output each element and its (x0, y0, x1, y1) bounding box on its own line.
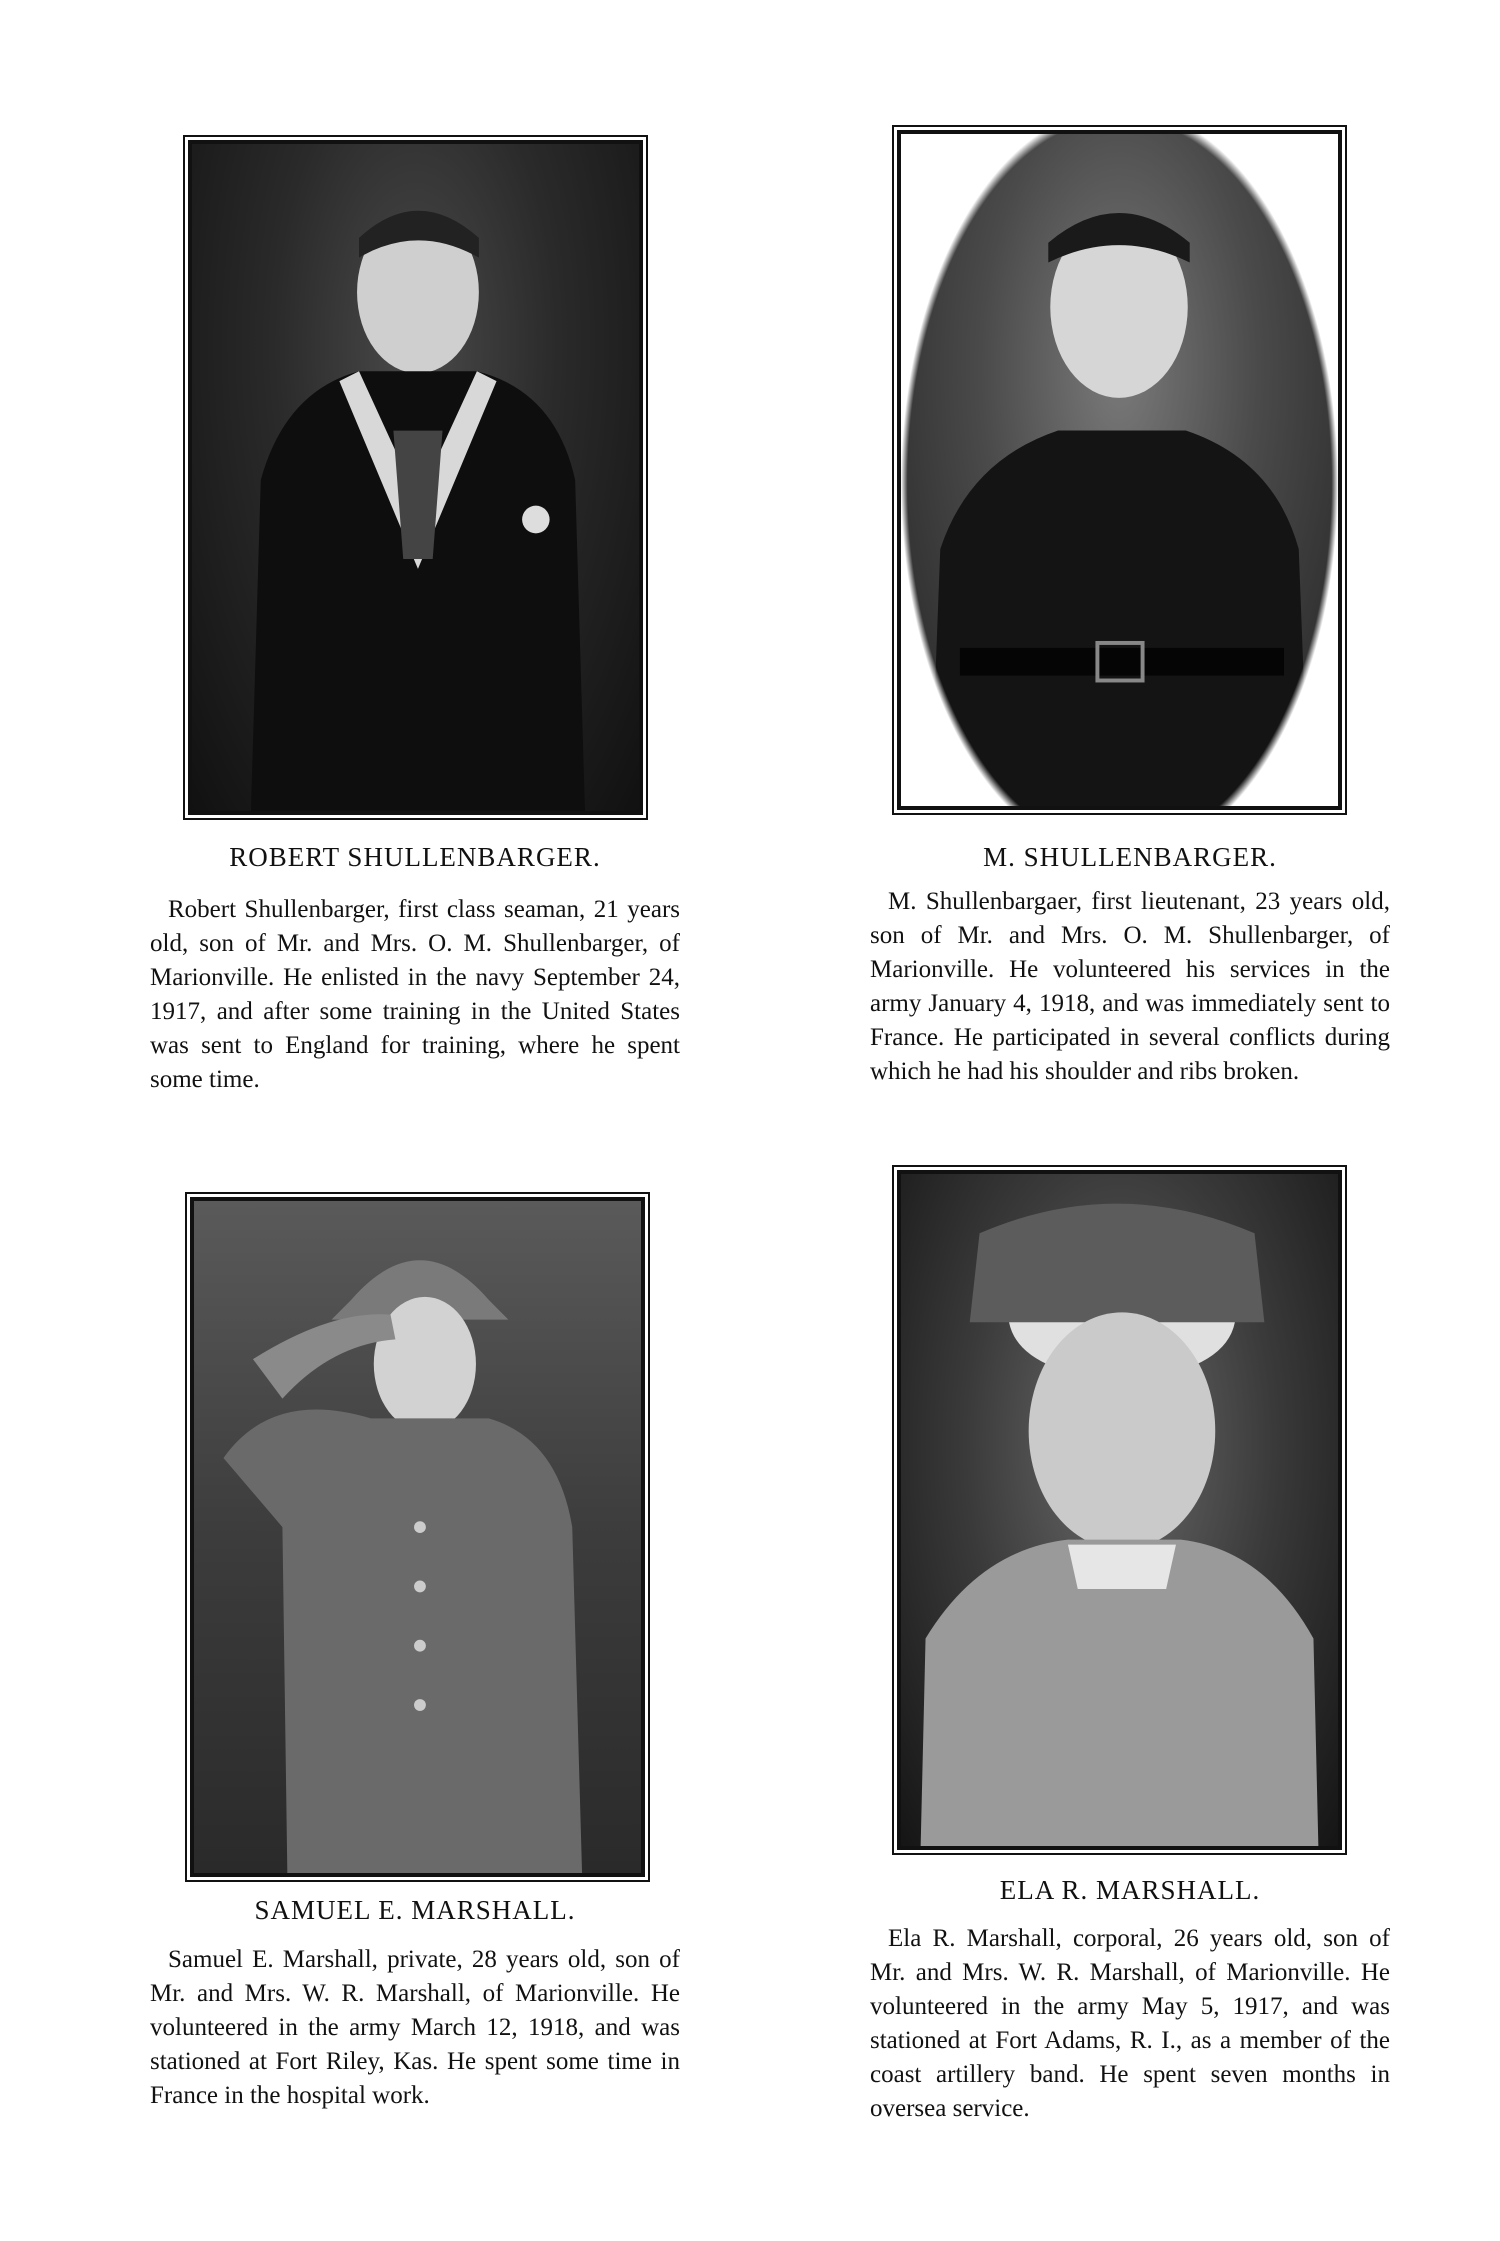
caption-body-m-shullenbarger: M. Shullenbargaer, first lieutenant, 23 years old, son of Mr. and Mrs. O. M. Shullenbarger, of Marionville. He volunteered his services in the army January 4, 1918, and was immediately sent to France. He participated in several conflicts during which he had his shoulder and ribs broken. (870, 888, 1390, 1085)
caption-body-ela: Ela R. Marshall, corporal, 26 years old, son of Mr. and Mrs. W. R. Marshall, of Marionville. He volunteered in the army May 5, 1917, and was stationed at Fort Adams, R. I., as a member of the coast artillery band. He spent seven months in oversea service. (870, 1925, 1390, 2122)
cap-soldier-figure (901, 1174, 1338, 1846)
caption-body-robert: Robert Shullenbarger, first class seaman, 21 years old, son of Mr. and Mrs. O. M. Shullenbarger, of Marionville. He enlisted in the navy September 24, 1917, and after some training in the United States was sent to England for training, where he spent some time. (150, 896, 680, 1093)
caption-title-m-shullenbarger: M. SHULLENBARGER. (983, 842, 1277, 872)
portrait-robert-shullenbarger (188, 140, 643, 815)
portrait-ela-r-marshall (897, 1170, 1342, 1850)
caption-body-samuel: Samuel E. Marshall, private, 28 years old, son of Mr. and Mrs. W. R. Marshall, of Marionville. He volunteered in the army March 12, 1918, and was stationed at Fort Riley, Kas. He spent some time in France in the hospital work. (150, 1946, 680, 2109)
sailor-figure (192, 144, 639, 811)
saluting-soldier-figure (194, 1201, 641, 1873)
caption-title-samuel: SAMUEL E. MARSHALL. (254, 1895, 576, 1925)
caption-title-ela: ELA R. MARSHALL. (999, 1875, 1261, 1905)
portrait-m-shullenbarger (897, 130, 1342, 810)
portrait-samuel-e-marshall (190, 1197, 645, 1877)
caption-title-robert: ROBERT SHULLENBARGER. (229, 842, 601, 872)
